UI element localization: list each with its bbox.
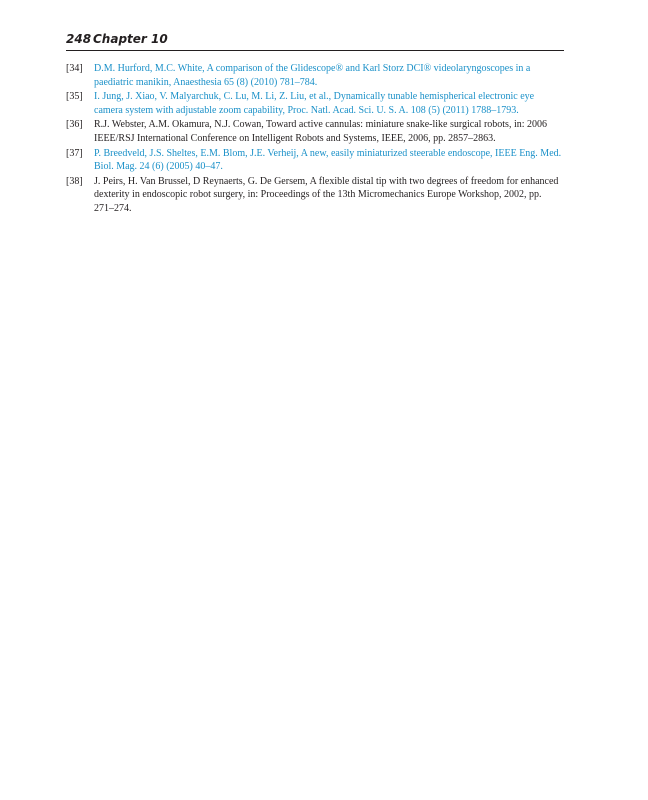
running-head bbox=[66, 30, 564, 51]
reference-34[interactable] bbox=[66, 62, 564, 89]
reference-text: J. Peirs, H. Van Brussel, D Reynaerts, G. De Gersem, A flexible distal tip with two degrees of freedom for enhanced dexterity in endoscopic robot surgery, in: Proceedings of the 13th Micromechanics Europe Workshop, 2002, pp. 271–274. bbox=[94, 175, 559, 214]
reference-number: [36] bbox=[66, 119, 83, 131]
reference-38 bbox=[66, 175, 564, 216]
reference-37[interactable] bbox=[66, 147, 564, 174]
reference-number: [38] bbox=[66, 175, 83, 187]
reference-list bbox=[66, 62, 564, 217]
chapter-label: Chapter 10 bbox=[93, 32, 168, 46]
reference-35[interactable] bbox=[66, 90, 564, 117]
reference-number: [37] bbox=[66, 147, 83, 159]
reference-link[interactable]: I. Jung, J. Xiao, V. Malyarchuk, C. Lu, M. Li, Z. Liu, et al., Dynamically tunable hemispherical electronic eye camera system with adjustable zoom capability, Proc. Natl. Acad. Sci. U. S. A. 108 (5) (2011) 1788–1793. bbox=[94, 91, 535, 116]
reference-36 bbox=[66, 118, 564, 145]
page-number: 248 bbox=[66, 32, 92, 46]
reference-link[interactable]: D.M. Hurford, M.C. White, A comparison of the Glidescope® and Karl Storz DCI® videolaryngoscopes in a paediatric manikin, Anaesthesia 65 (8) (2010) 781–784. bbox=[94, 63, 531, 88]
reference-link[interactable]: P. Breedveld, J.S. Sheltes, E.M. Blom, J.E. Verheij, A new, easily miniaturized steerable endoscope, IEEE Eng. Med. Biol. Mag. 24 (6) (2005) 40–47. bbox=[94, 147, 562, 173]
reference-number: [34] bbox=[66, 63, 83, 74]
reference-number: [35] bbox=[66, 91, 83, 103]
reference-text: R.J. Webster, A.M. Okamura, N.J. Cowan, Toward active cannulas: miniature snake-like surgical robots, in: 2006 IEEE/RSJ International Conference on Intelligent Robots and Systems, IEEE, 2006, pp. 2857–2863. bbox=[94, 119, 548, 144]
